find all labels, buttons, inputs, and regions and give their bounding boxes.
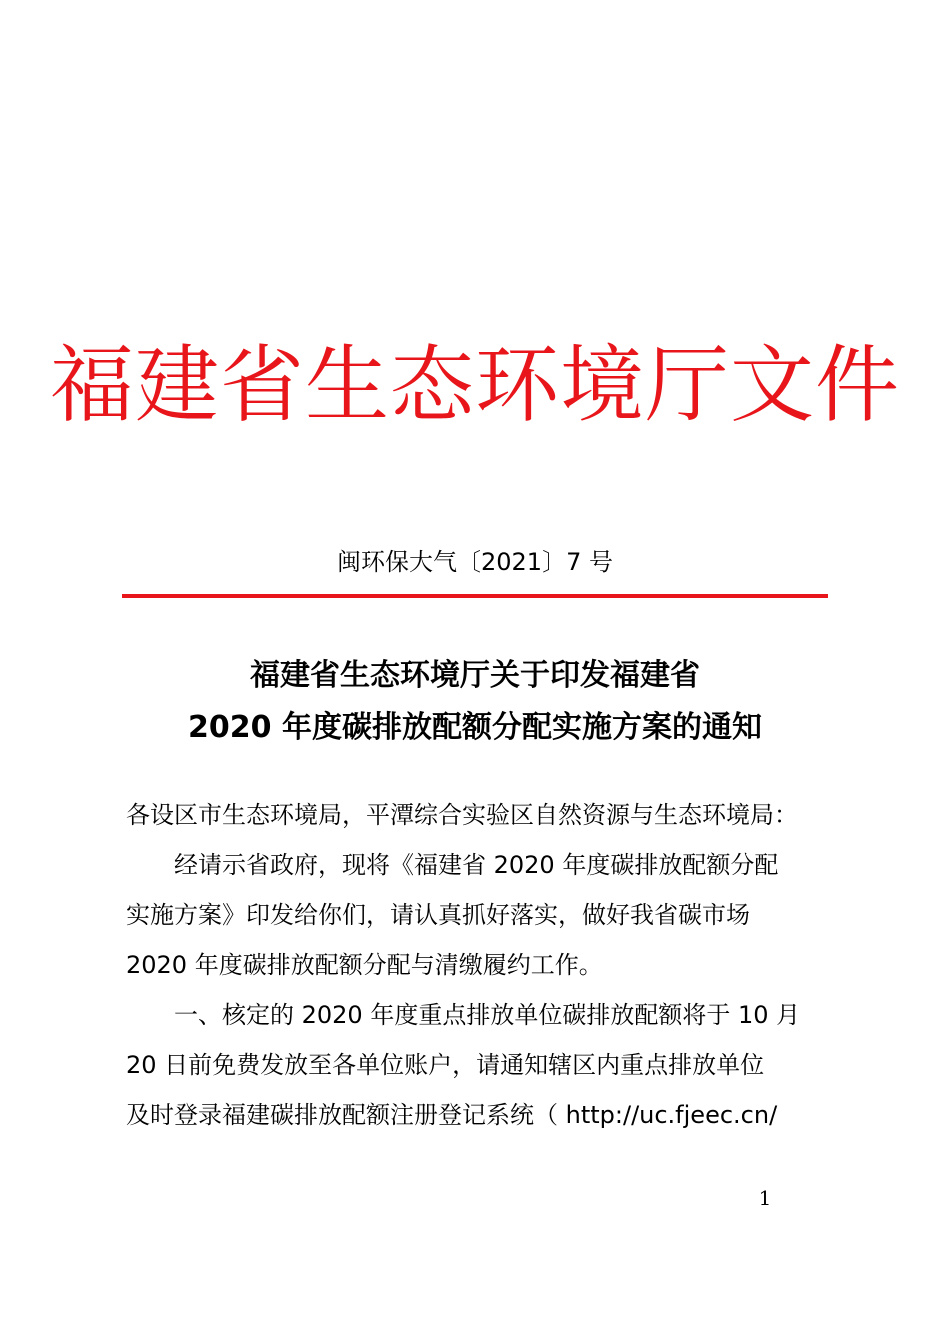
notice-title (0, 650, 950, 754)
notice-title-line-1: 福建省生态环境厅关于印发福建省 (250, 658, 700, 693)
addressee (126, 790, 828, 840)
paragraph-1-line-3: 2020 年度碳排放配额分配与清缴履约工作。 (126, 951, 603, 979)
paragraph-2-line-2: 20 日前免费发放至各单位账户，请通知辖区内重点排放单位 (126, 1051, 765, 1079)
document-body (126, 790, 828, 1140)
paragraph-1-line-2: 实施方案》印发给你们，请认真抓好落实，做好我省碳市场 (126, 901, 750, 929)
red-divider-line (122, 594, 828, 598)
document-header-title: 福建省生态环境厅文件 (49, 336, 900, 434)
paragraph-2-line-3: 及时登录福建碳排放配额注册登记系统（ http://uc.fjeec.cn/ (126, 1101, 778, 1129)
notice-title-line-2: 2020 年度碳排放配额分配实施方案的通知 (188, 710, 762, 745)
paragraph-2 (126, 990, 828, 1140)
addressee-line: 各设区市生态环境局，平潭综合实验区自然资源与生态环境局： (126, 801, 798, 829)
paragraph-1 (126, 840, 828, 990)
document-number: 闽环保大气〔2021〕7 号 (337, 548, 613, 576)
paragraph-1-line-1: 经请示省政府，现将《福建省 2020 年度碳排放配额分配 (174, 851, 779, 879)
page-number: 1 (758, 1186, 772, 1210)
paragraph-2-line-1: 一、核定的 2020 年度重点排放单位碳排放配额将于 10 月 (174, 1001, 801, 1029)
